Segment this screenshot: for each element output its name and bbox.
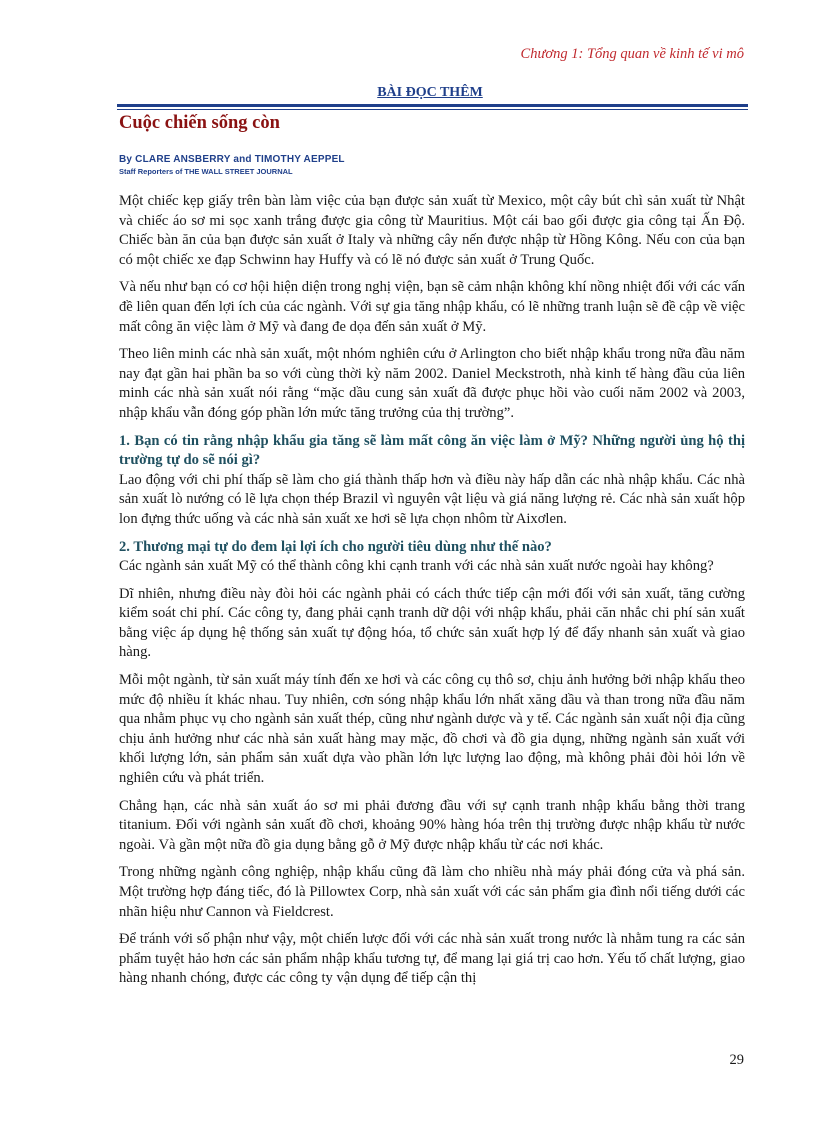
article-title: Cuộc chiến sống còn bbox=[119, 113, 280, 133]
paragraph: Và nếu như bạn có cơ hội hiện diện trong nghị viện, bạn sẽ cảm nhận không khí nồng nhiệt đối với các vấn đề liên quan đến lợi ích của các ngành. Với sự gia tăng nhập khẩu, có lẽ những tranh luận sẽ đề cập về việc mất công ăn việc làm ở Mỹ và đang đe dọa đến sản xuất ở Mỹ. bbox=[119, 279, 745, 335]
question-heading-2: 2. Thương mại tự do đem lại lợi ích cho người tiêu dùng như thế nào? bbox=[119, 538, 552, 555]
paragraph: Chẳng hạn, các nhà sản xuất áo sơ mi phải đương đầu với sự cạnh tranh nhập khẩu bằng thời trang titanium. Đối với ngành sản xuất đồ chơi, khoảng 90% hàng hóa trên thị trường được nhập khẩu từ nước ngoài. Và gần một nữa đồ gia dụng bằng gỗ ở Mỹ được nhập khẩu từ các nơi khác. bbox=[119, 797, 745, 853]
chapter-header: Chương 1: Tổng quan về kinh tế vi mô bbox=[520, 46, 744, 62]
article-staff-line: Staff Reporters of THE WALL STREET JOURNAL bbox=[119, 167, 293, 176]
header-rule-thick bbox=[117, 104, 748, 107]
paragraph: Mỗi một ngành, từ sản xuất máy tính đến xe hơi và các công cụ thô sơ, chịu ảnh hưởng bởi nhập khẩu theo mức độ nhiều ít khác nhau. Tuy nhiên, cơn sóng nhập khẩu lớn nhất xăng dầu và than trong nữa đầu năm qua nhằm phục vụ cho ngành sản xuất thép, cũng như ngành dược và y tế. Các ngành sản xuất nội địa cũng chịu ảnh hưởng như các nhà sản xuất hàng may mặc, đồ chơi và đồ gia dụng, những ngành sản xuất với khối lượng lớn, sản phẩm sản xuất dựa vào phần lớn lực lượng lao động, mà không phải đòi hỏi lớn về nghiên cứu và phát triển. bbox=[119, 672, 745, 787]
paragraph: Để tránh với số phận như vậy, một chiến lược đối với các nhà sản xuất trong nước là nhằm tung ra các sản phẩm tuyệt hảo hơn các sản phẩm nhập khẩu tương tự, để mang lại giá trị cao hơn. Yếu tố chất lượng, giao hàng nhanh chóng, được các công ty vận dụng để tiếp cận thị bbox=[119, 931, 745, 987]
paragraph: Một chiếc kẹp giấy trên bàn làm việc của bạn được sản xuất từ Mexico, một cây bút chì sản xuất từ Nhật và chiếc áo sơ mi sọc xanh trắng được gia công từ Mauritius. Một cái bao gối được gia công tại Ấn Độ. Chiếc bàn ăn của bạn được sản xuất ở Italy và những cây nến được nhập từ Hồng Kông. Nếu con của bạn có một chiếc xe đạp Schwinn hay Huffy và có lẽ nó được sản xuất ở Trung Quốc. bbox=[119, 193, 745, 268]
section-label: BÀI ĐỌC THÊM bbox=[377, 85, 483, 100]
paragraph: Các ngành sản xuất Mỹ có thể thành công khi cạnh tranh với các nhà sản xuất nước ngoài hay không? bbox=[119, 558, 714, 575]
paragraph: Theo liên minh các nhà sản xuất, một nhóm nghiên cứu ở Arlington cho biết nhập khẩu trong nữa đầu năm nay đạt gần hai phần ba so với cùng thời kỳ năm 2002. Daniel Meckstroth, nhà kinh tế hàng đầu của liên minh các nhà sản xuất nói rằng “mặc dầu cung sản xuất đã được phục hồi vào cuối năm 2002 và 2003, nhập khẩu vẫn đóng góp phần lớn mức tăng trưởng của thị trường”. bbox=[119, 346, 745, 421]
paragraph: Dĩ nhiên, nhưng điều này đòi hỏi các ngành phải có cách thức tiếp cận mới đối với sản xuất, tăng cường kiểm soát chi phí. Các công ty, đang phải cạnh tranh dữ dội với nhập khẩu, phải căn nhắc chi phí sản xuất bằng việc áp dụng hệ thống sản xuất tự động hóa, tổ chức sản xuất hợp lý để đẩy nhanh sản xuất và giao hàng. bbox=[119, 585, 745, 661]
article-byline: By CLARE ANSBERRY and TIMOTHY AEPPEL bbox=[119, 154, 345, 165]
question-heading-1: 1. Bạn có tin rằng nhập khẩu gia tăng sẽ làm mất công ăn việc làm ở Mỹ? Những người ủng hộ thị trường tự do sẽ nói gì? bbox=[119, 432, 745, 469]
article-body bbox=[119, 192, 745, 997]
page-number: 29 bbox=[729, 1052, 744, 1068]
paragraph: Lao động với chi phí thấp sẽ làm cho giá thành thấp hơn và điều này hấp dẫn các nhà nhập khẩu. Các nhà sản xuất lò nướng có lẽ lựa chọn thép Brazil vì nguyên vật liệu và giá năng lượng rẻ. Các nhà sản xuất hộp lon đựng thức uống và các nhà sản xuất xe hơi sẽ lựa chọn nhôm từ Aixơlen. bbox=[119, 471, 745, 527]
paragraph: Trong những ngành công nghiệp, nhập khẩu cũng đã làm cho nhiều nhà máy phải đóng cửa và phá sản. Một trường hợp đáng tiếc, đó là Pillowtex Corp, nhà sản xuất với các sản phẩm gia đình nổi tiếng dưới các nhãn hiệu như Cannon và Fieldcrest. bbox=[119, 864, 745, 920]
header-rule-thin bbox=[117, 109, 748, 110]
